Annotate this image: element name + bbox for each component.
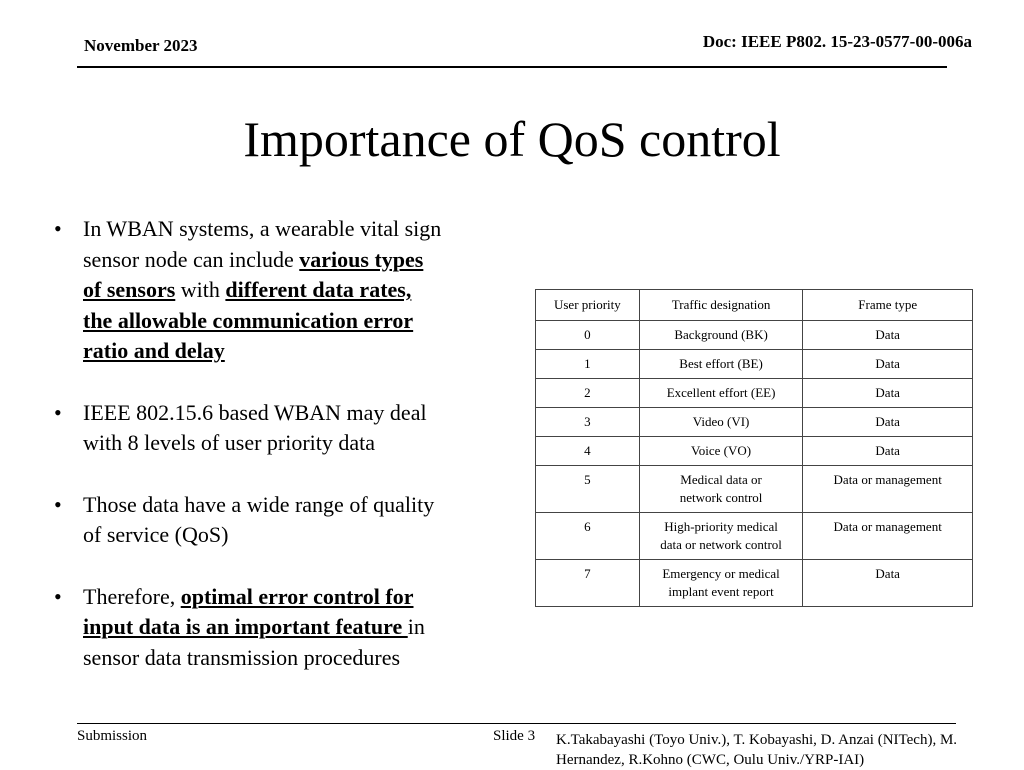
bullet-line bbox=[83, 582, 514, 613]
header-doc-id: Doc: IEEE P802. 15-23-0577-00-006a bbox=[702, 32, 972, 51]
cell-priority: 2 bbox=[536, 379, 640, 408]
bullet-text: In WBAN systems, a wearable vital sign bbox=[83, 216, 442, 241]
bullet-text: with 8 levels of user priority data bbox=[83, 430, 376, 455]
cell-designation: Voice (VO) bbox=[639, 437, 803, 466]
cell-designation: Excellent effort (EE) bbox=[639, 379, 803, 408]
cell-designation: Background (BK) bbox=[639, 321, 803, 350]
cell-designation-line: implant event report bbox=[668, 584, 774, 599]
bullet-text: with bbox=[175, 277, 226, 302]
bullet-text: sensor data transmission procedures bbox=[83, 644, 401, 670]
cell-priority: 4 bbox=[536, 437, 640, 466]
footer-authors-line: Hernandez, R.Kohno (CWC, Oulu Univ./YRP-IAI) bbox=[556, 752, 865, 768]
cell-priority: 3 bbox=[536, 408, 640, 437]
bullet-line bbox=[83, 336, 514, 367]
bullet-line bbox=[83, 214, 514, 245]
bullet-emphasis: input data is an important feature bbox=[83, 614, 408, 639]
bullet-emphasis: optimal error control for bbox=[180, 583, 414, 609]
cell-designation: Video (VI) bbox=[639, 408, 803, 437]
cell-frame-type: Data bbox=[803, 379, 973, 408]
table-row bbox=[536, 466, 973, 513]
column-header-traffic-designation: Traffic designation bbox=[639, 290, 803, 321]
cell-designation: Best effort (BE) bbox=[639, 350, 803, 379]
cell-frame-type: Data bbox=[803, 560, 973, 607]
bullet-item-wban-sensors bbox=[54, 214, 514, 367]
cell-designation-line: Emergency or medical bbox=[662, 566, 780, 581]
bullet-item-user-priority bbox=[54, 398, 514, 459]
bullet-line bbox=[83, 275, 514, 306]
bullet-marker: • bbox=[54, 583, 62, 609]
cell-designation bbox=[639, 560, 803, 607]
cell-designation bbox=[639, 513, 803, 560]
cell-designation-line: High-priority medical bbox=[664, 519, 778, 534]
cell-frame-type: Data bbox=[803, 408, 973, 437]
bullet-marker: • bbox=[54, 399, 62, 425]
bullet-emphasis: different data rates, bbox=[225, 277, 412, 302]
footer-submission: Submission bbox=[77, 728, 148, 744]
table-header-row bbox=[536, 290, 973, 321]
footer-authors bbox=[556, 730, 957, 770]
header-date: November 2023 bbox=[84, 36, 198, 55]
table-row bbox=[536, 560, 973, 607]
bullet-text: sensor node can include bbox=[83, 246, 300, 272]
cell-frame-type: Data bbox=[803, 350, 973, 379]
bullet-text: in bbox=[407, 614, 425, 639]
bullet-line bbox=[83, 306, 514, 337]
bullet-marker: • bbox=[54, 491, 62, 517]
cell-priority: 5 bbox=[536, 466, 640, 513]
bullet-item-qos-range bbox=[54, 490, 514, 551]
cell-frame-type: Data bbox=[803, 321, 973, 350]
table-row bbox=[536, 513, 973, 560]
footer-divider bbox=[77, 723, 956, 724]
table-row bbox=[536, 350, 973, 379]
cell-frame-type: Data or management bbox=[803, 513, 973, 560]
bullet-emphasis: ratio and delay bbox=[83, 338, 225, 363]
bullet-marker: • bbox=[54, 216, 62, 241]
table-row bbox=[536, 379, 973, 408]
cell-designation-line: network control bbox=[679, 490, 763, 505]
cell-priority: 0 bbox=[536, 321, 640, 350]
table-row bbox=[536, 408, 973, 437]
cell-frame-type: Data bbox=[803, 437, 973, 466]
footer-authors-line: K.Takabayashi (Toyo Univ.), T. Kobayashi, D. Anzai (NITech), M. bbox=[556, 732, 958, 748]
cell-designation bbox=[639, 466, 803, 513]
table-row bbox=[536, 321, 973, 350]
header-divider bbox=[77, 66, 947, 68]
column-header-frame-type: Frame type bbox=[803, 290, 973, 321]
bullet-text: of service (QoS) bbox=[83, 522, 229, 547]
footer-slide-number: Slide 3 bbox=[493, 728, 536, 744]
bullet-text: Therefore, bbox=[83, 583, 181, 609]
cell-designation-line: Medical data or bbox=[680, 472, 762, 487]
cell-priority: 6 bbox=[536, 513, 640, 560]
bullet-item-error-control bbox=[54, 582, 514, 674]
bullet-text: IEEE 802.15.6 based WBAN may deal bbox=[83, 399, 427, 425]
bullet-line bbox=[83, 612, 514, 643]
user-priority-table bbox=[535, 289, 973, 607]
bullet-emphasis: various types bbox=[299, 246, 424, 272]
cell-priority: 1 bbox=[536, 350, 640, 379]
column-header-user-priority: User priority bbox=[536, 290, 640, 321]
cell-priority: 7 bbox=[536, 560, 640, 607]
bullet-emphasis: the allowable communication error bbox=[83, 307, 414, 333]
cell-designation-line: data or network control bbox=[660, 537, 782, 552]
bullet-line bbox=[83, 245, 514, 276]
bullet-text: Those data have a wide range of quality bbox=[83, 491, 435, 517]
slide-title: Importance of QoS control bbox=[243, 111, 781, 167]
bullet-list bbox=[54, 214, 514, 704]
bullet-emphasis: of sensors bbox=[83, 277, 176, 302]
table-row bbox=[536, 437, 973, 466]
cell-frame-type: Data or management bbox=[803, 466, 973, 513]
